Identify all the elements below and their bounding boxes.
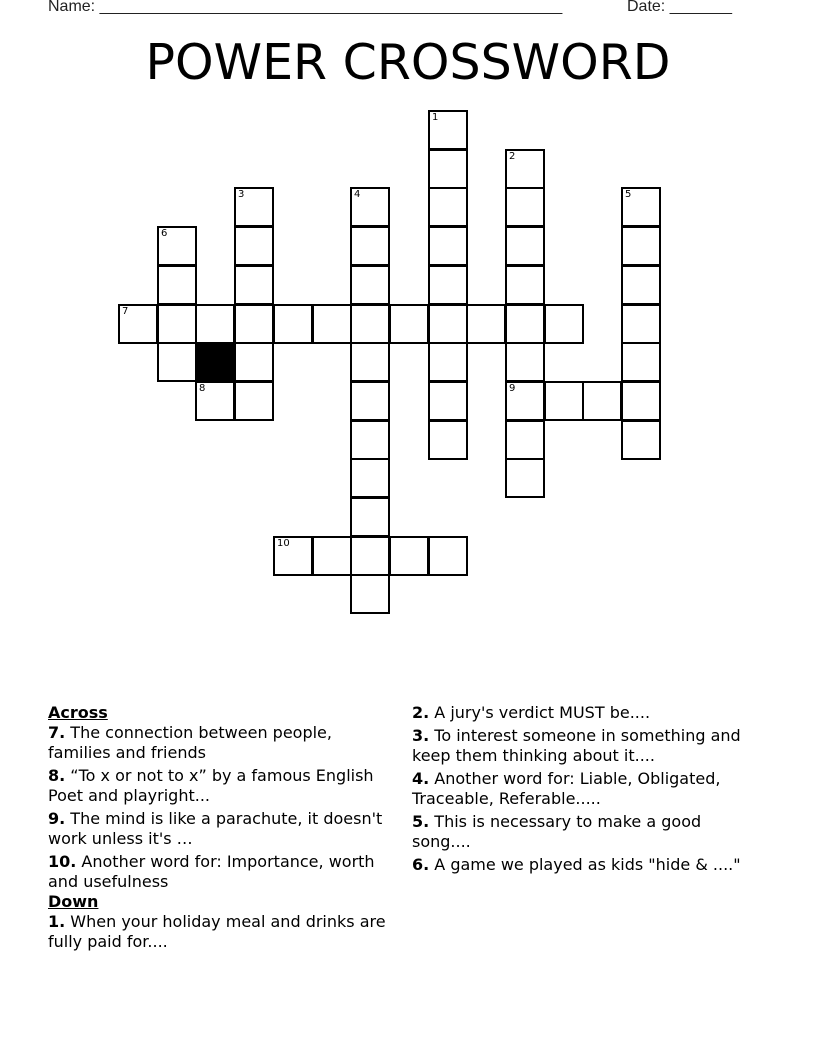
grid-cell[interactable] (621, 342, 661, 382)
grid-cell[interactable] (234, 226, 274, 266)
grid-cell[interactable] (505, 149, 545, 189)
down-heading: Down (48, 892, 99, 911)
name-field-label: Name: ____________________________________________________ (48, 0, 563, 15)
grid-cell[interactable] (157, 342, 197, 382)
grid-cell[interactable] (544, 304, 584, 344)
clues-left-column (48, 703, 393, 955)
grid-cell[interactable] (118, 304, 158, 344)
grid-cell[interactable] (273, 304, 313, 344)
grid-cell[interactable] (350, 187, 390, 227)
grid-cell[interactable] (350, 342, 390, 382)
grid-cell[interactable] (350, 574, 390, 614)
grid-cell[interactable] (505, 458, 545, 498)
clues-right-column (412, 703, 752, 878)
grid-cell[interactable] (389, 536, 429, 576)
clue-number: 6 (161, 228, 168, 239)
clue-number: 4 (354, 189, 361, 200)
clue-number: 10 (277, 538, 290, 549)
clue-across-9: 9. The mind is like a parachute, it doesn't work unless it's … (48, 809, 383, 848)
grid-cell[interactable] (466, 304, 506, 344)
grid-cell[interactable] (157, 304, 197, 344)
clue-number: 8 (199, 383, 206, 394)
grid-cell[interactable] (350, 458, 390, 498)
grid-cell[interactable] (195, 304, 235, 344)
grid-cell[interactable] (505, 420, 545, 460)
grid-cell[interactable] (350, 304, 390, 344)
grid-cell[interactable] (234, 342, 274, 382)
grid-cell[interactable] (157, 226, 197, 266)
grid-cell[interactable] (505, 265, 545, 305)
grid-cell[interactable] (621, 420, 661, 460)
grid-cell[interactable] (312, 536, 352, 576)
page-title: POWER CROSSWORD (145, 34, 671, 91)
clue-number: 3 (238, 189, 245, 200)
grid-cell[interactable] (428, 536, 468, 576)
grid-cell[interactable] (621, 265, 661, 305)
clue-number: 7 (122, 306, 129, 317)
clue-down-1: 1. When your holiday meal and drinks are fully paid for.... (48, 912, 386, 951)
clue-across-7: 7. The connection between people, families and friends (48, 723, 332, 762)
grid-cell[interactable] (428, 149, 468, 189)
grid-cell[interactable] (621, 304, 661, 344)
grid-cell[interactable] (428, 304, 468, 344)
grid-cell[interactable] (428, 381, 468, 421)
grid-cell[interactable] (621, 381, 661, 421)
grid-cell[interactable] (621, 226, 661, 266)
grid-cell[interactable] (505, 304, 545, 344)
grid-cell[interactable] (428, 226, 468, 266)
clue-number: 5 (625, 189, 632, 200)
clue-down-2: 2. A jury's verdict MUST be.... (412, 703, 651, 722)
grid-cell[interactable] (234, 265, 274, 305)
clue-number: 1 (432, 112, 439, 123)
grid-cell[interactable] (428, 110, 468, 150)
grid-cell[interactable] (428, 187, 468, 227)
grid-cell[interactable] (544, 381, 584, 421)
grid-cell[interactable] (234, 381, 274, 421)
grid-cell[interactable] (350, 420, 390, 460)
clue-across-8: 8. “To x or not to x” by a famous English Poet and playright... (48, 766, 374, 805)
clue-number: 2 (509, 151, 516, 162)
grid-cell[interactable] (505, 226, 545, 266)
grid-cell[interactable] (157, 265, 197, 305)
clue-down-5: 5. This is necessary to make a good song.... (412, 812, 702, 851)
grid-cell[interactable] (621, 187, 661, 227)
grid-cell[interactable] (428, 265, 468, 305)
grid-cell[interactable] (195, 381, 235, 421)
black-square (195, 342, 235, 382)
clue-number: 9 (509, 383, 516, 394)
grid-cell[interactable] (234, 187, 274, 227)
grid-cell[interactable] (350, 497, 390, 537)
clue-down-6: 6. A game we played as kids "hide & ...." (412, 855, 741, 874)
grid-cell[interactable] (350, 381, 390, 421)
grid-cell[interactable] (350, 226, 390, 266)
grid-cell[interactable] (505, 342, 545, 382)
grid-cell[interactable] (350, 265, 390, 305)
grid-cell[interactable] (428, 342, 468, 382)
grid-cell[interactable] (505, 187, 545, 227)
grid-cell[interactable] (350, 536, 390, 576)
grid-cell[interactable] (582, 381, 622, 421)
grid-cell[interactable] (505, 381, 545, 421)
date-field-label: Date: _______ (627, 0, 732, 15)
grid-cell[interactable] (312, 304, 352, 344)
clue-down-4: 4. Another word for: Liable, Obligated, Traceable, Referable..... (412, 769, 721, 808)
grid-cell[interactable] (234, 304, 274, 344)
grid-cell[interactable] (273, 536, 313, 576)
across-heading: Across (48, 703, 108, 722)
clue-across-10: 10. Another word for: Importance, worth and usefulness (48, 852, 375, 891)
clue-down-3: 3. To interest someone in something and keep them thinking about it.... (412, 726, 741, 765)
grid-cell[interactable] (389, 304, 429, 344)
grid-cell[interactable] (428, 420, 468, 460)
